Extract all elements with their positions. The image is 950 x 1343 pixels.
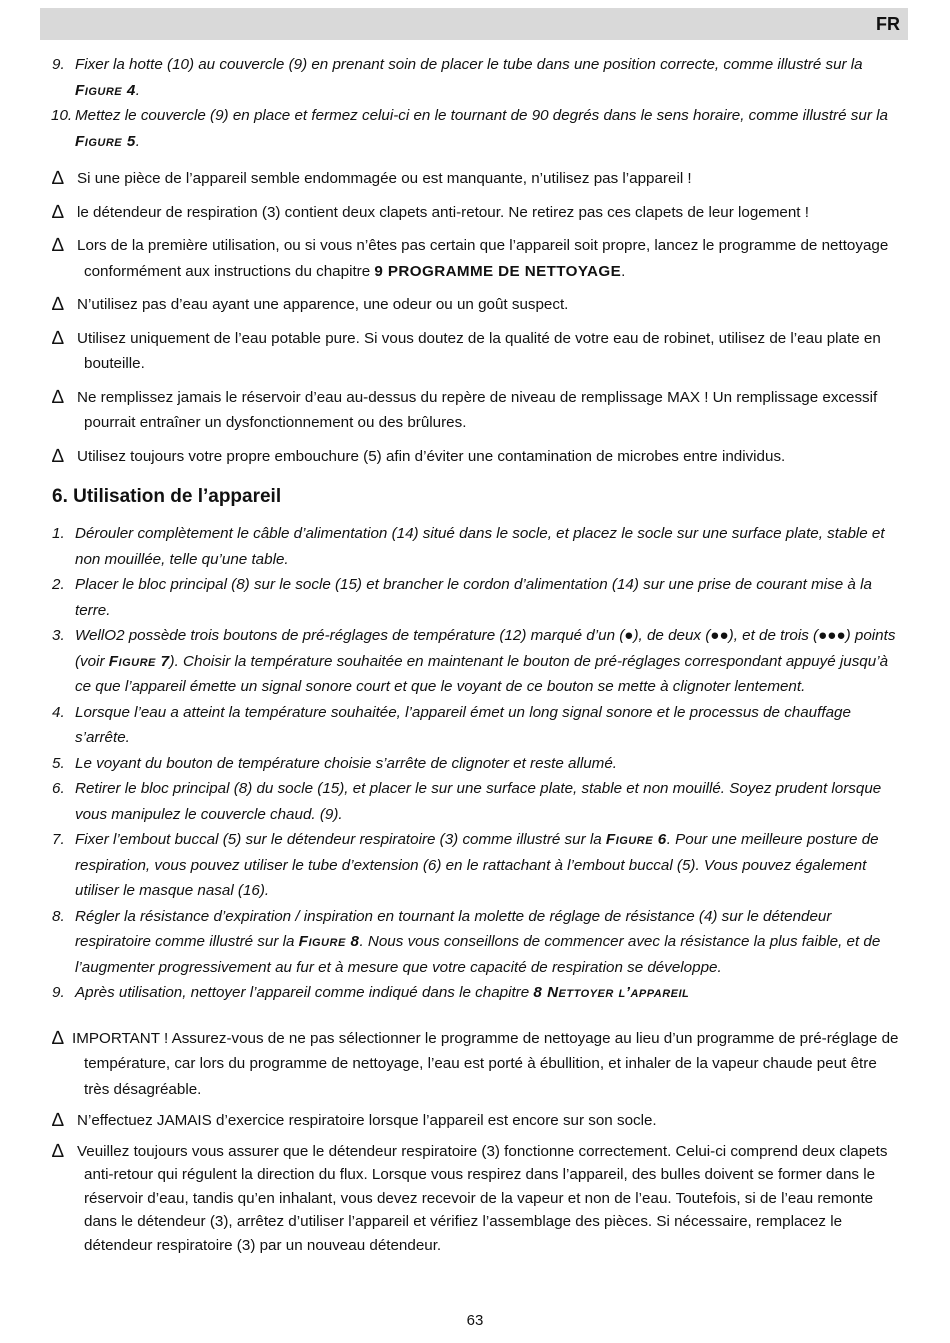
section-title: 6. Utilisation de l’appareil <box>52 486 282 507</box>
warning-text: Ne remplissez jamais le réservoir d’eau au-dessus du repère de niveau de remplissage MAX ! Un remplissage excessif pourrait entraîner un dysfonctionnement ou des brûlures. <box>77 388 878 431</box>
warning-triangle-icon: ∆ <box>52 386 64 408</box>
warning-item <box>52 200 900 226</box>
list-item <box>52 103 900 154</box>
warning-text: IMPORTANT ! Assurez-vous de ne pas sélectionner le programme de nettoyage au lieu d’un programme de pré-réglage de température, car lors du programme de nettoyage, l’eau est porté à ébullition, et inhaler de la vapeur chaude peut être très désagréable. <box>72 1029 899 1098</box>
warning-text: Si une pièce de l’appareil semble endommagée ou est manquante, n’utilisez pas l’appareil ! <box>77 170 692 187</box>
figure-reference: Figure 8 <box>298 933 360 950</box>
figure-reference: Figure 4 <box>75 81 136 99</box>
step-number: 7. <box>52 831 65 848</box>
list-item <box>52 700 900 751</box>
warning-triangle-icon: ∆ <box>52 445 64 467</box>
step-text-end: ). Choisir la température souhaitée en maintenant le bouton de pré-réglages correspondant appuyé jusqu’à ce que l’appareil émette un signal sonore court et que le voyant de ce bouton se mette à clignoter lentement. <box>75 652 889 695</box>
step-number: 9. <box>52 56 65 73</box>
warning-item <box>52 1108 900 1134</box>
warning-item <box>52 444 900 470</box>
step-number: 8. <box>52 907 65 925</box>
chapter-reference: 9 PROGRAMME DE NETTOYAGE <box>374 262 622 280</box>
list-item <box>52 980 900 1006</box>
warning-item <box>52 326 900 377</box>
step-number: 3. <box>52 627 65 644</box>
step-text-end: . Nous vous conseillons de commencer avec la résistance la plus faible, et de l’augmenter progressivement au fur et à mesure que votre capacité de respiration se développe. <box>75 933 881 976</box>
header-bar <box>40 8 908 40</box>
step-text: Mettez le couvercle (9) en place et fermez celui-ci en le tournant de 90 degrés dans le sens horaire, comme illustré sur la <box>75 107 888 124</box>
warning-text: Lors de la première utilisation, ou si vous n’êtes pas certain que l’appareil soit propre, lancez le programme de nettoyage conformément aux instructions du chapitre <box>77 237 889 280</box>
step-number: 5. <box>52 754 65 772</box>
step-text: Après utilisation, nettoyer l’appareil comme indiqué dans le chapitre <box>75 984 534 1001</box>
step-number: 4. <box>52 703 65 721</box>
warning-text: Utilisez uniquement de l’eau potable pure. Si vous doutez de la qualité de votre eau de robinet, utilisez de l’eau plate en bouteille. <box>77 329 881 372</box>
chapter-reference: 8 Nettoyer l’appareil <box>533 984 690 1001</box>
list-item <box>52 521 900 572</box>
step-text: WellO2 possède trois boutons de pré-réglages de température (12) marqué d’un (●), de deux (●●), et de trois (●●●) points (voir <box>75 627 896 670</box>
warning-item <box>52 385 900 436</box>
step-text: Régler la résistance d’expiration / inspiration en tournant la molette de réglage de résistance (4) sur le détendeur respiratoire comme illustré sur la <box>75 907 832 950</box>
warning-triangle-icon: ∆ <box>52 1140 64 1162</box>
step-text: Fixer l’embout buccal (5) sur le détendeur respiratoire (3) comme illustré sur la <box>75 831 606 848</box>
list-item <box>52 776 900 827</box>
list-item <box>52 904 900 981</box>
step-text: Lorsque l’eau a atteint la température souhaitée, l’appareil émet un long signal sonore et le processus de chauffage s’arrête. <box>75 703 851 746</box>
page-content <box>52 52 900 1257</box>
warning-triangle-icon: ∆ <box>52 1027 64 1049</box>
page-number: 63 <box>466 1312 484 1329</box>
step-text: Le voyant du bouton de température choisie s’arrête de clignoter et reste allumé. <box>75 754 618 772</box>
list-item <box>52 751 900 777</box>
list-item <box>52 623 900 700</box>
figure-reference: Figure 6 <box>605 831 667 848</box>
list-item <box>52 572 900 623</box>
step-number: 2. <box>52 576 65 593</box>
warning-item <box>52 166 900 192</box>
warning-text: Utilisez toujours votre propre embouchure (5) afin d’éviter une contamination de microbes entre individus. <box>77 447 786 465</box>
step-text-end: . Pour une meilleure posture de respiration, vous pouvez utiliser le tube d’extension (6) en le rattachant à l’embout buccal (5). Vous pouvez également utiliser le masque nasal (16). <box>75 831 879 899</box>
step-text: Placer le bloc principal (8) sur le socle (15) et brancher le cordon d’alimentation (14) sur une prise de courant mise à la terre. <box>75 576 872 619</box>
step-number: 1. <box>52 525 65 542</box>
step-text: Dérouler complètement le câble d’alimentation (14) situé dans le socle, et placez le socle sur une surface plate, stable et non mouillée, telle qu’une table. <box>75 525 885 568</box>
warning-text-end: . <box>621 262 626 280</box>
warning-triangle-icon: ∆ <box>52 235 64 256</box>
step-text-end: . <box>135 132 141 150</box>
warning-text: le détendeur de respiration (3) contient deux clapets anti-retour. Ne retirez pas ces clapets de leur logement ! <box>77 203 809 221</box>
warning-triangle-icon: ∆ <box>52 1110 64 1131</box>
warning-item <box>52 292 900 318</box>
step-number: 10. <box>51 107 73 124</box>
list-item <box>52 52 900 103</box>
warning-item <box>52 233 900 284</box>
step-text: Fixer la hotte (10) au couvercle (9) en prenant soin de placer le tube dans une position correcte, comme illustré sur la <box>75 56 863 73</box>
warning-triangle-icon: ∆ <box>52 327 64 349</box>
step-number: 6. <box>52 780 65 797</box>
warning-triangle-icon: ∆ <box>52 168 64 189</box>
figure-reference: Figure 7 <box>108 652 170 670</box>
warning-item <box>52 1140 900 1258</box>
figure-reference: Figure 5 <box>75 132 136 150</box>
step-number: 9. <box>52 984 65 1001</box>
warning-text: N’utilisez pas d’eau ayant une apparence, une odeur ou un goût suspect. <box>77 296 569 313</box>
list-item <box>52 827 900 904</box>
warning-item <box>52 1026 900 1103</box>
warning-text: N’effectuez JAMAIS d’exercice respiratoire lorsque l’appareil est encore sur son socle. <box>77 1112 657 1129</box>
warning-triangle-icon: ∆ <box>52 294 64 315</box>
warning-triangle-icon: ∆ <box>52 201 64 223</box>
step-text: Retirer le bloc principal (8) du socle (15), et placer le sur une surface plate, stable et non mouillé. Soyez prudent lorsque vous manipulez le couvercle chaud. (9). <box>75 780 882 823</box>
step-text-end: . <box>135 81 141 99</box>
warning-text: Veuillez toujours vous assurer que le détendeur respiratoire (3) fonctionne correctement. Celui-ci comprend deux clapets anti-retour qui régulent la direction du flux. Lorsque vous respirez dans l’appareil, des bulles doivent se former dans le réservoir d’eau, tandis qu’en inhalant, vous devez recevoir de la vapeur et non de l’eau. Toutefois, si de l’eau remonte dans le détendeur (3), arrêtez d’utiliser l’appareil et vérifiez l’assemblage des pièces. Si nécessaire, remplacez le détendeur respiratoire (3) par un nouveau détendeur. <box>77 1142 888 1254</box>
language-label: FR <box>876 14 900 34</box>
